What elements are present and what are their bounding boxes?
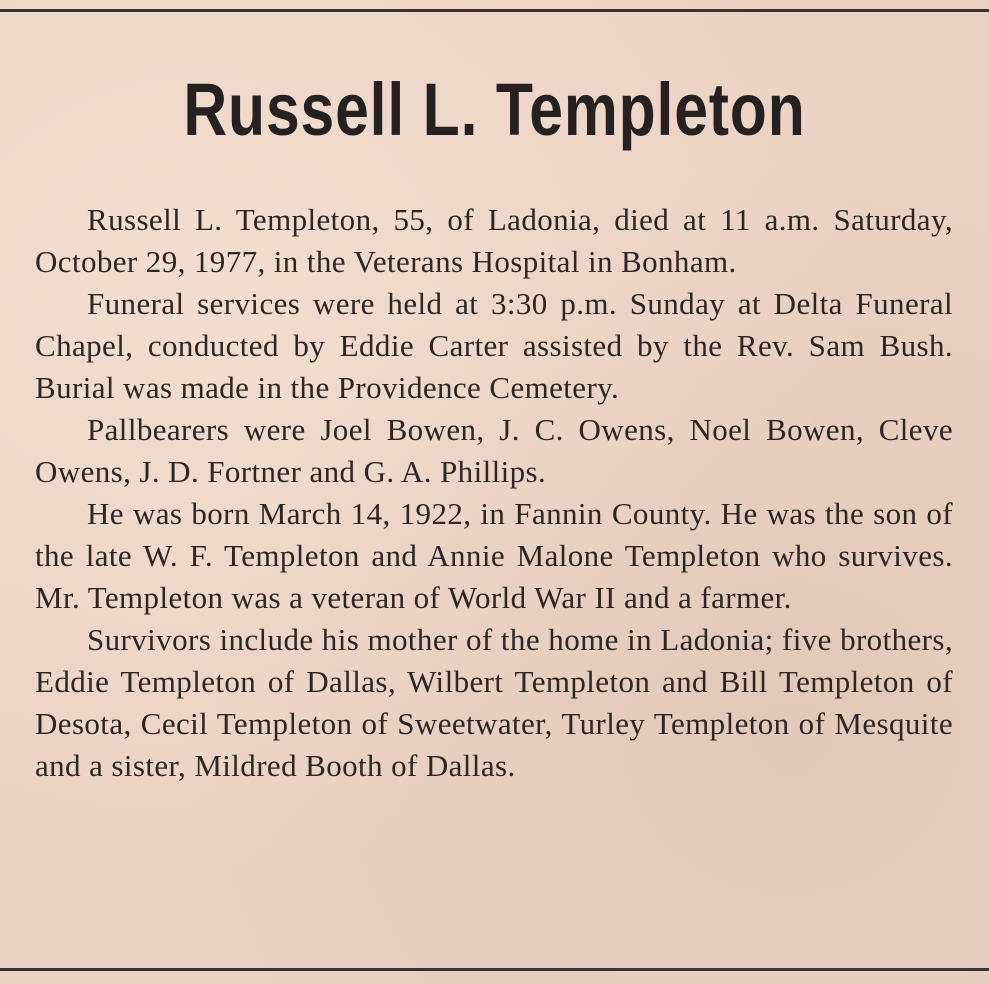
paragraph-funeral-services: Funeral services were held at 3:30 p.m. Sunday at Delta Funeral Chapel, conducted by Eddie Carter assisted by the Rev. Sam Bush. Burial was made in the Providence Cemetery. [35,286,953,405]
paragraph-biography: He was born March 14, 1922, in Fannin County. He was the son of the late W. F. Templeton and Annie Malone Templeton who survives. Mr. Templeton was a veteran of World War II and a farmer. [35,496,953,615]
obituary-body [35,199,953,787]
top-rule [0,9,989,12]
bottom-rule [0,968,989,971]
obituary-headline: Russell L. Templeton [183,68,806,151]
paragraph-survivors: Survivors include his mother of the home in Ladonia; five brothers, Eddie Templeton of Dallas, Wilbert Templeton and Bill Templeton of Desota, Cecil Templeton of Sweetwater, Turley Templeton of Mesquite and a sister, Mildred Booth of Dallas. [35,622,953,783]
paragraph-death-notice: Russell L. Templeton, 55, of Ladonia, died at 11 a.m. Saturday, October 29, 1977, in the Veterans Hospital in Bonham. [35,202,953,279]
paragraph-pallbearers: Pallbearers were Joel Bowen, J. C. Owens, Noel Bowen, Cleve Owens, J. D. Fortner and G. A. Phillips. [35,412,953,489]
